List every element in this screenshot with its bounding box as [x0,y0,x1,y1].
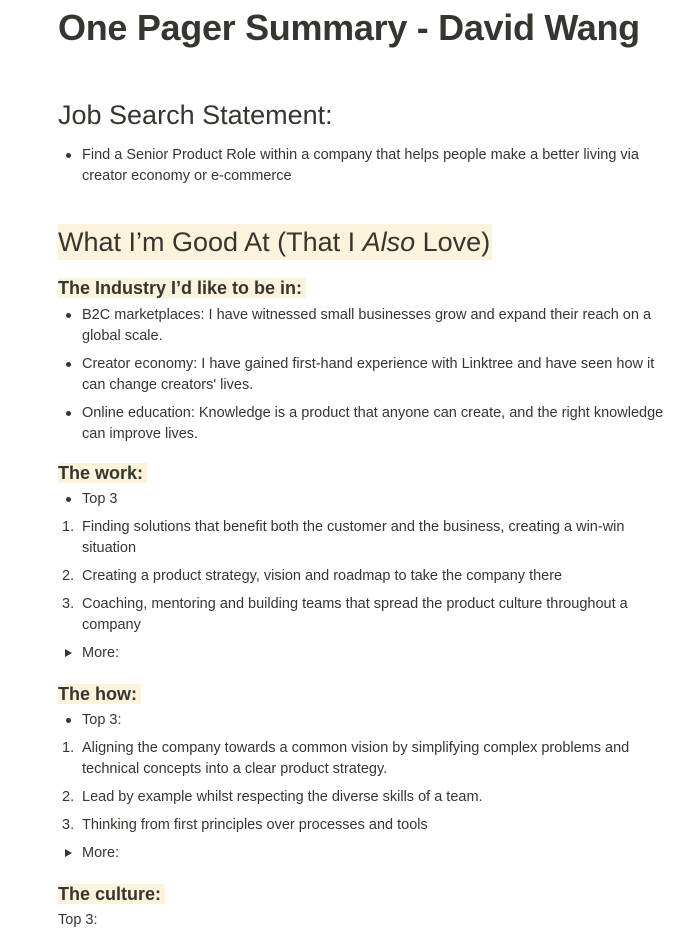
numbered-item-text: Creating a product strategy, vision and roadmap to take the company there [82,568,563,584]
list-item [58,710,678,836]
list-item [58,489,678,636]
work-heading [58,460,678,486]
job-search-list [58,145,678,187]
item-number: 1. [62,519,75,535]
good-at-heading-emphasis: Also [362,227,416,257]
item-number: 2. [62,568,75,584]
work-top-label: Top 3 [82,491,118,507]
numbered-item [58,566,678,587]
list-item: Online education: Knowledge is a product that anyone can create, and the right knowledge can improve lives. [58,403,678,445]
how-top-label: Top 3: [82,712,122,728]
how-heading [58,681,678,707]
how-list [58,710,678,836]
culture-heading-text: The culture: [58,884,165,904]
industry-list [58,305,678,445]
job-search-heading: Job Search Statement: [58,100,333,130]
numbered-item [58,738,678,780]
industry-heading-text: The Industry I’d like to be in: [58,278,306,298]
how-more-toggle[interactable] [58,843,678,864]
work-more-toggle[interactable] [58,643,678,664]
good-at-section [58,187,678,260]
how-heading-text: The how: [58,684,141,704]
work-numbered-list [58,517,678,636]
numbered-item-text: Finding solutions that benefit both the customer and the business, creating a win-win situation [82,519,625,556]
work-heading-text: The work: [58,463,147,483]
good-at-heading [58,224,492,260]
item-number: 2. [62,789,75,805]
how-more-label[interactable]: More: [82,845,120,861]
numbered-item-text: Lead by example whilst respecting the diverse skills of a team. [82,789,483,805]
good-at-heading-text: What I’m Good At (That I [58,227,363,257]
work-list [58,489,678,636]
list-item: Creator economy: I have gained first-hand experience with Linktree and have seen how it can change creators' lives. [58,354,678,396]
item-number: 3. [62,817,75,833]
page-title: One Pager Summary - David Wang [58,7,640,48]
numbered-item-text: Aligning the company towards a common vision by simplifying complex problems and technical concepts into a clear product strategy. [82,740,630,777]
list-item: Find a Senior Product Role within a company that helps people make a better living via creator economy or e-commerce [58,145,678,187]
culture-top-label: Top 3: [58,912,98,928]
numbered-item [58,787,678,808]
work-more-label[interactable]: More: [82,645,120,661]
toggle-triangle-icon[interactable] [65,649,72,657]
item-number: 3. [62,596,75,612]
numbered-item [58,594,678,636]
numbered-item [58,815,678,836]
industry-heading [58,275,678,301]
culture-heading [58,881,678,907]
numbered-item-text: Thinking from first principles over processes and tools [82,817,428,833]
how-numbered-list [58,738,678,836]
good-at-heading-text-end: Love) [415,227,491,257]
list-item: B2C marketplaces: I have witnessed small businesses grow and expand their reach on a global scale. [58,305,678,347]
numbered-item [58,517,678,559]
toggle-triangle-icon[interactable] [65,849,72,857]
numbered-item-text: Coaching, mentoring and building teams that spread the product culture throughout a company [82,596,628,633]
item-number: 1. [62,740,75,756]
